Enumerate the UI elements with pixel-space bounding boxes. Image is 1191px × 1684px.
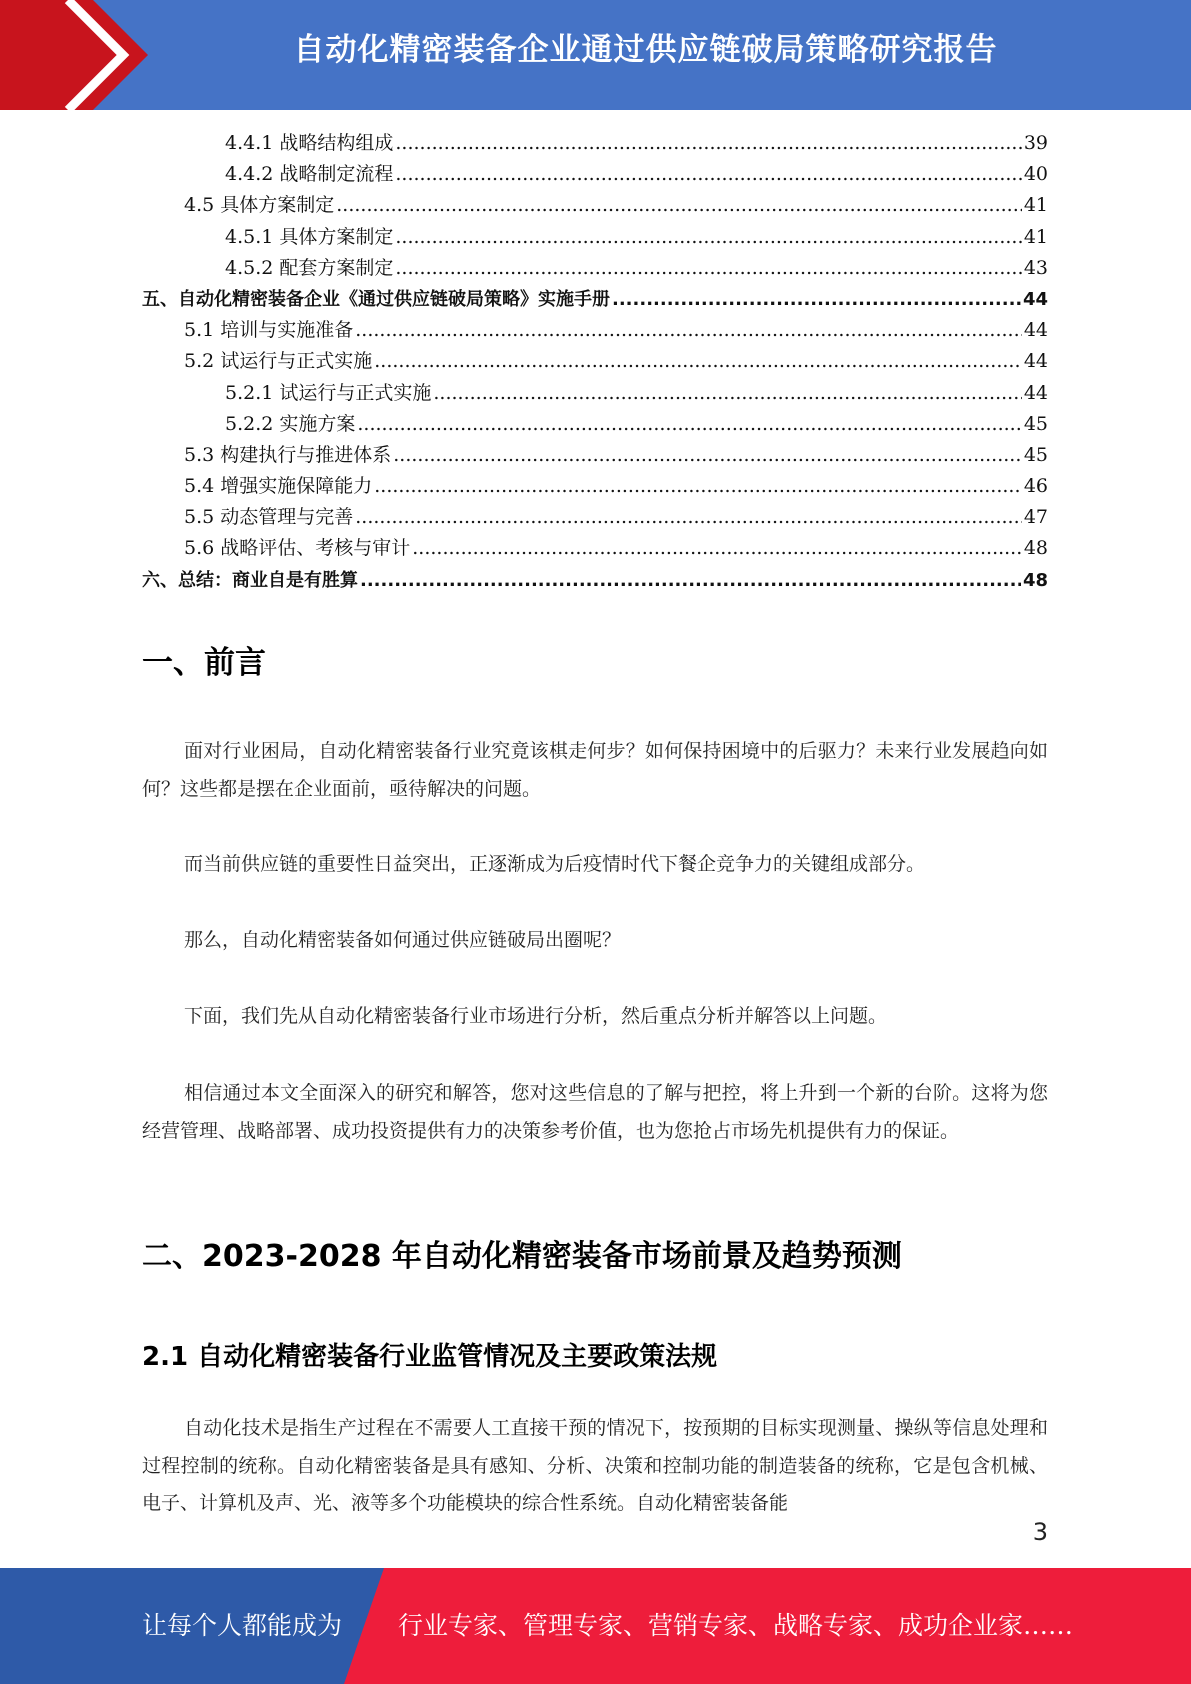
toc-entry-label: 六、总结：商业自是有胜算 [142,569,358,591]
toc-entry-page: 41 [1023,225,1048,248]
toc-entry-page: 48 [1023,537,1048,560]
toc-entry-label: 4.4.1 战略结构组成 [225,132,394,154]
toc-dot-leader [412,533,1022,564]
toc-entry-page: 43 [1023,256,1048,279]
toc-entry-page: 44 [1023,350,1048,373]
toc-dot-leader [395,128,1021,159]
toc-entry-page: 44 [1023,381,1048,404]
toc-entry[interactable] [142,284,1048,315]
section-2-1-paragraph: 自动化技术是指生产过程在不需要人工直接干预的情况下，按预期的目标实现测量、操纵等信息处理和过程控制的统称。自动化精密装备是具有感知、分析、决策和控制功能的制造装备的统称，它是包含机械、电子、计算机及声、光、液等多个功能模块的综合性系统。自动化精密装备能 [142,1417,1048,1514]
toc-entry-page: 47 [1023,506,1048,529]
toc-entry-page: 45 [1023,412,1048,435]
toc-entry-label: 5.5 动态管理与完善 [184,506,354,529]
table-of-contents [142,128,1048,596]
toc-entry[interactable] [142,409,1048,440]
toc-entry-label: 4.5 具体方案制定 [184,194,335,217]
header-title: 自动化精密装备企业通过供应链破局策略研究报告 [293,32,998,68]
toc-entry-label: 4.5.1 具体方案制定 [225,225,394,248]
toc-entry[interactable] [142,190,1048,221]
footer-slogan-left: 让每个人都能成为 [142,1611,343,1640]
toc-entry[interactable] [142,502,1048,533]
toc-dot-leader [374,346,1022,377]
toc-dot-leader [357,409,1021,440]
toc-entry[interactable] [142,440,1048,471]
toc-entry-label: 5.2 试运行与正式实施 [184,350,373,373]
toc-entry-label: 4.4.2 战略制定流程 [225,163,394,186]
chapter-2-heading: 二、2023-2028 年自动化精密装备市场前景及趋势预测 [142,1239,902,1274]
toc-entry[interactable] [142,159,1048,190]
toc-dot-leader [612,284,1021,315]
toc-dot-leader [433,378,1021,409]
preface-paragraph-4: 下面，我们先从自动化精密装备行业市场进行分析，然后重点分析并解答以上问题。 [184,1005,888,1027]
toc-dot-leader [355,315,1022,346]
toc-entry-label: 五、自动化精密装备企业《通过供应链破局策略》实施手册 [142,288,610,310]
toc-entry-label: 5.2.2 实施方案 [225,412,356,435]
toc-entry-label: 5.4 增强实施保障能力 [184,475,373,498]
preface-paragraph-3: 那么，自动化精密装备如何通过供应链破局出圈呢？ [184,929,622,951]
toc-entry[interactable] [142,471,1048,502]
toc-entry-page: 44 [1023,319,1048,342]
preface-paragraph-1: 面对行业困局，自动化精密装备行业究竟该棋走何步？如何保持困境中的后驱力？未来行业发展趋向如何？这些都是摆在企业面前，亟待解决的问题。 [142,740,1048,800]
toc-entry-label: 5.6 战略评估、考核与审计 [184,537,411,560]
toc-dot-leader [374,471,1022,502]
toc-entry-page: 45 [1023,443,1048,466]
toc-entry[interactable] [142,378,1048,409]
toc-entry-page: 48 [1022,569,1048,591]
section-2-1-heading: 2.1 自动化精密装备行业监管情况及主要政策法规 [142,1342,718,1372]
toc-entry[interactable] [142,253,1048,284]
toc-dot-leader [360,565,1021,596]
preface-paragraph-5: 相信通过本文全面深入的研究和解答，您对这些信息的了解与把控，将上升到一个新的台阶。这将为您经营管理、战略部署、成功投资提供有力的决策参考价值，也为您抢占市场先机提供有力的保证。 [142,1082,1048,1142]
preface-paragraph-2: 而当前供应链的重要性日益突出，正逐渐成为后疫情时代下餐企竞争力的关键组成部分。 [184,853,926,875]
toc-dot-leader [355,502,1022,533]
footer-slogan-right: 行业专家、管理专家、营销专家、战略专家、成功企业家…… [398,1611,1074,1640]
toc-entry-label: 5.3 构建执行与推进体系 [184,443,392,466]
toc-entry-label: 5.1 培训与实施准备 [184,319,354,342]
toc-entry-label: 5.2.1 试运行与正式实施 [225,381,432,404]
toc-entry[interactable] [142,565,1048,596]
toc-entry[interactable] [142,128,1048,159]
preface-heading: 一、前言 [142,645,266,681]
toc-entry-page: 41 [1023,194,1048,217]
toc-entry[interactable] [142,346,1048,377]
toc-dot-leader [393,440,1022,471]
page-header [0,0,1191,110]
toc-dot-leader [336,190,1022,221]
toc-dot-leader [395,253,1021,284]
toc-entry-page: 39 [1023,132,1048,154]
toc-entry-page: 44 [1022,288,1048,310]
toc-entry[interactable] [142,533,1048,564]
toc-entry-page: 40 [1023,163,1048,186]
toc-entry-page: 46 [1023,475,1048,498]
toc-dot-leader [395,159,1021,190]
page-footer [0,1568,1191,1684]
toc-entry-label: 4.5.2 配套方案制定 [225,256,394,279]
toc-entry[interactable] [142,222,1048,253]
toc-entry[interactable] [142,315,1048,346]
page-number: 3 [1032,1518,1048,1546]
toc-dot-leader [395,222,1021,253]
